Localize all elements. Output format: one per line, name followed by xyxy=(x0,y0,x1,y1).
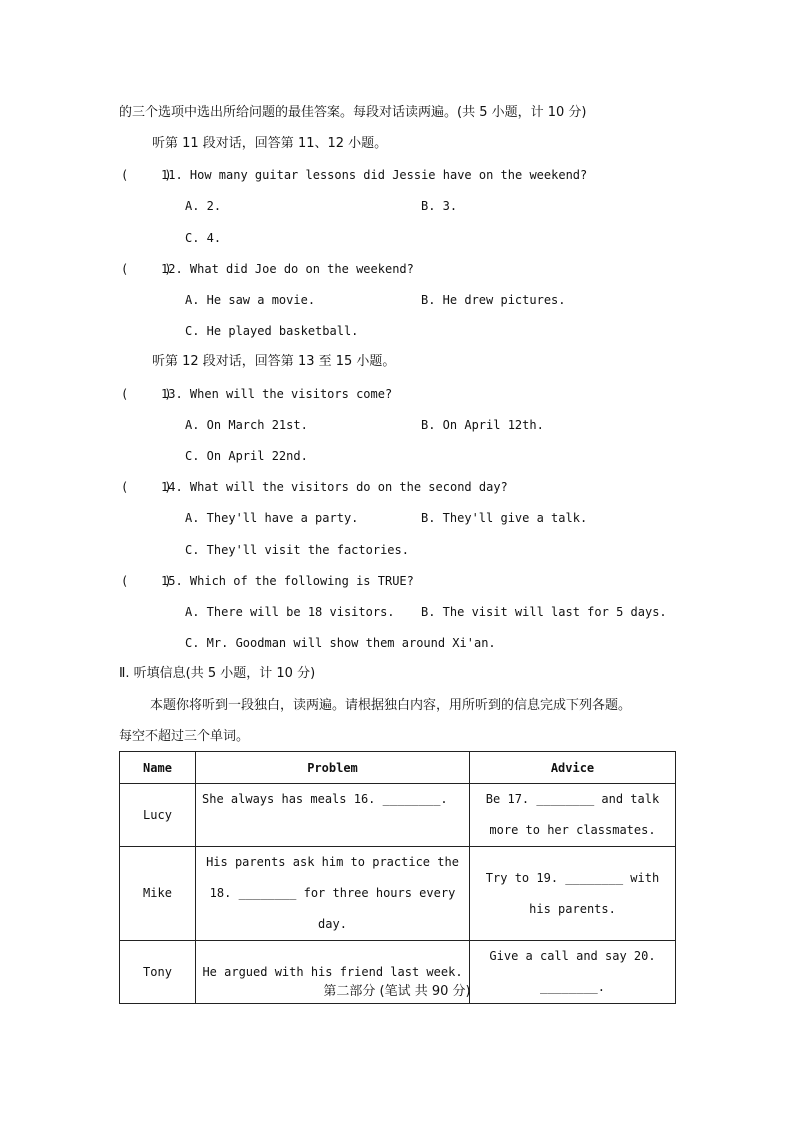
cell-problem: His parents ask him to practice the 18. ________ for three hours every day. xyxy=(196,847,470,941)
section-intro-line: 的三个选项中选出所给问题的最佳答案。每段对话读两遍。(共 5 小题，计 10 分) xyxy=(119,105,587,120)
question-stem: 13. When will the visitors come? xyxy=(161,387,393,401)
question-stem: 11. How many guitar lessons did Jessie have on the weekend? xyxy=(161,168,588,182)
header-advice: Advice xyxy=(470,752,676,784)
section-2-title: Ⅱ. 听填信息(共 5 小题，计 10 分) xyxy=(119,666,316,681)
question-stem: 15. Which of the following is TRUE? xyxy=(161,574,414,588)
info-table xyxy=(119,751,676,1004)
option-a: A. 2. xyxy=(185,199,222,213)
section-2-instruction-cont: 每空不超过三个单词。 xyxy=(119,729,250,744)
option-c: C. 4. xyxy=(185,231,222,245)
cell-name: Mike xyxy=(120,847,196,941)
answer-bracket[interactable]: ( ) xyxy=(121,480,172,494)
answer-bracket[interactable]: ( ) xyxy=(121,387,172,401)
dialogue-11-prompt: 听第 11 段对话，回答第 11、12 小题。 xyxy=(152,136,388,151)
header-problem: Problem xyxy=(196,752,470,784)
cell-advice: Try to 19. ________ with his parents. xyxy=(470,847,676,941)
table-row xyxy=(120,784,676,847)
question-stem: 14. What will the visitors do on the second day? xyxy=(161,480,508,494)
option-a: A. On March 21st. xyxy=(185,418,308,432)
header-name: Name xyxy=(120,752,196,784)
cell-problem: She always has meals 16. ________. xyxy=(196,784,470,847)
option-b: B. 3. xyxy=(421,199,458,213)
option-b: B. He drew pictures. xyxy=(421,293,566,307)
option-c: C. Mr. Goodman will show them around Xi'an. xyxy=(185,636,496,650)
answer-bracket[interactable]: ( ) xyxy=(121,574,172,588)
answer-bracket[interactable]: ( ) xyxy=(121,262,172,276)
option-c: C. On April 22nd. xyxy=(185,449,308,463)
cell-name: Lucy xyxy=(120,784,196,847)
part-two-heading: 第二部分 (笔试 共 90 分) xyxy=(323,984,471,999)
table-row xyxy=(120,847,676,941)
option-a: A. He saw a movie. xyxy=(185,293,316,307)
option-a: A. There will be 18 visitors. xyxy=(185,605,395,619)
option-b: B. The visit will last for 5 days. xyxy=(421,605,667,619)
answer-bracket[interactable]: ( ) xyxy=(121,168,172,182)
option-a: A. They'll have a party. xyxy=(185,511,359,525)
question-stem: 12. What did Joe do on the weekend? xyxy=(161,262,414,276)
cell-name: Tony xyxy=(120,941,196,1004)
option-b: B. They'll give a talk. xyxy=(421,511,588,525)
table-header-row xyxy=(120,752,676,784)
cell-problem: He argued with his friend last week. xyxy=(196,941,470,1004)
dialogue-12-prompt: 听第 12 段对话，回答第 13 至 15 小题。 xyxy=(152,354,396,369)
option-b: B. On April 12th. xyxy=(421,418,544,432)
option-c: C. He played basketball. xyxy=(185,324,359,338)
cell-advice: Give a call and say 20. ________. xyxy=(470,941,676,1004)
section-2-instruction: 本题你将听到一段独白，读两遍。请根据独白内容，用所听到的信息完成下列各题。 xyxy=(150,698,632,713)
cell-advice: Be 17. ________ and talk more to her classmates. xyxy=(470,784,676,847)
option-c: C. They'll visit the factories. xyxy=(185,543,409,557)
